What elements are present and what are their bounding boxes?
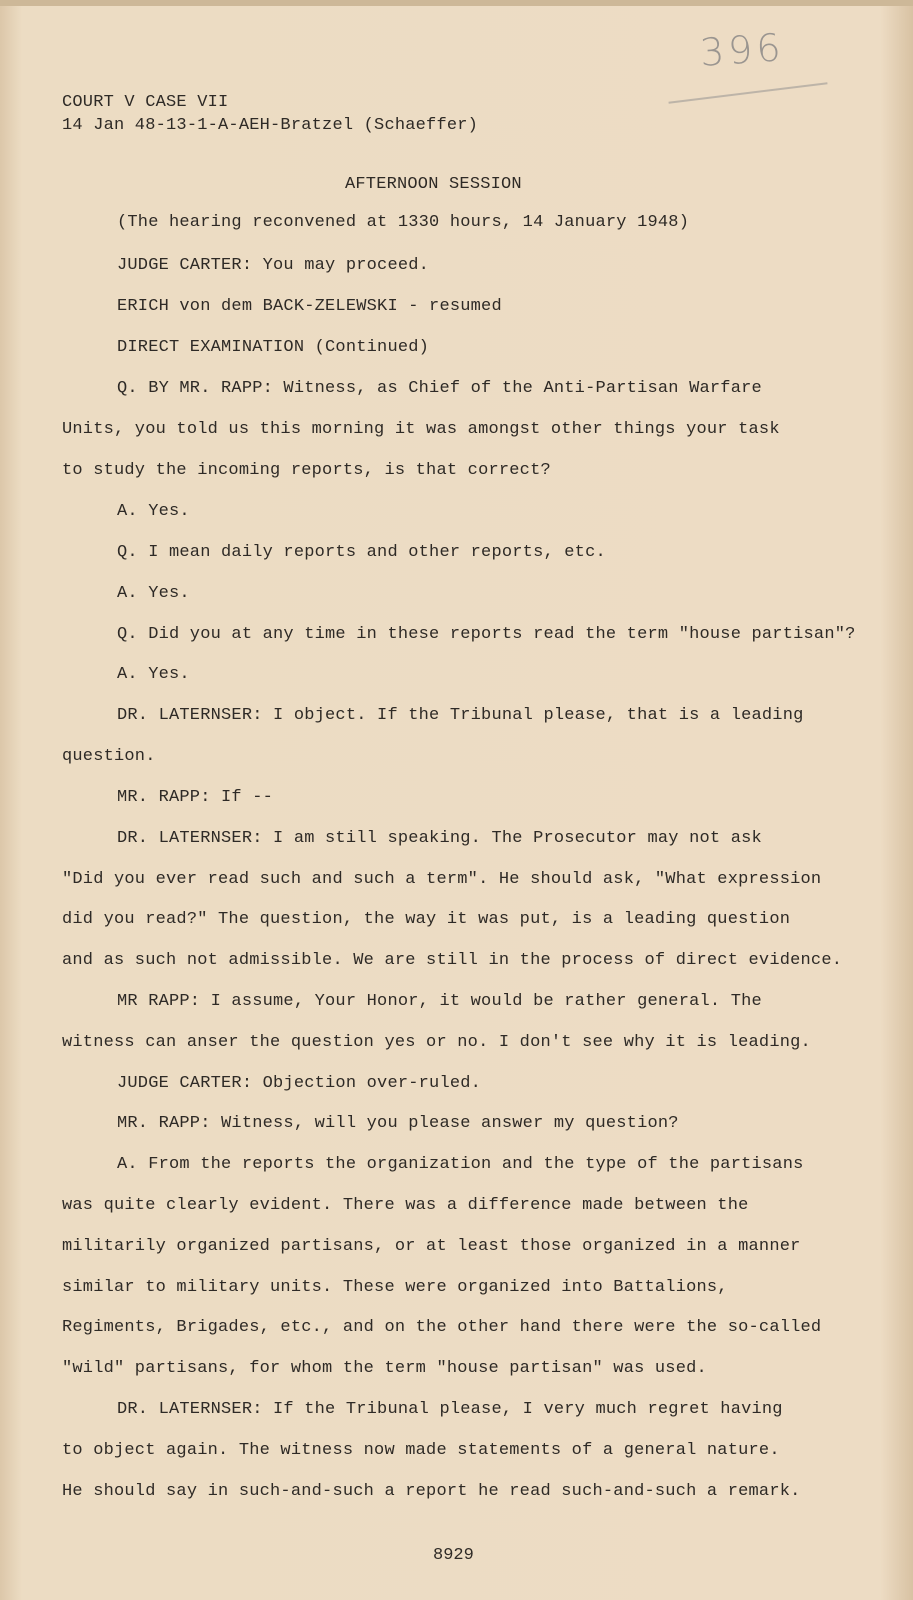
transcript-line: to object again. The witness now made statements of a general nature. [62, 1441, 780, 1460]
transcript-line: MR. RAPP: If -- [117, 788, 274, 807]
transcript-line: A. Yes. [117, 584, 190, 603]
transcript-line: witness can anser the question yes or no. I don't see why it is leading. [62, 1033, 811, 1052]
transcript-line: Units, you told us this morning it was amongst other things your task [62, 420, 780, 439]
header-reference: 14 Jan 48-13-1-A-AEH-Bratzel (Schaeffer) [62, 116, 479, 135]
session-title: AFTERNOON SESSION [345, 175, 522, 194]
transcript-line: DR. LATERNSER: I object. If the Tribunal please, that is a leading [117, 706, 804, 725]
transcript-line: "Did you ever read such and such a term". He should ask, "What expression [62, 870, 822, 889]
transcript-line: Regiments, Brigades, etc., and on the other hand there were the so-called [62, 1318, 822, 1337]
transcript-line: MR. RAPP: Witness, will you please answer my question? [117, 1114, 679, 1133]
pencil-stroke [668, 82, 827, 103]
transcript-line: was quite clearly evident. There was a difference made between the [62, 1196, 749, 1215]
paper-edge [0, 0, 913, 6]
transcript-line: ERICH von dem BACK-ZELEWSKI - resumed [117, 297, 502, 316]
transcript-line: JUDGE CARTER: You may proceed. [117, 256, 430, 275]
transcript-line: to study the incoming reports, is that correct? [62, 461, 551, 480]
transcript-line: DIRECT EXAMINATION (Continued) [117, 338, 430, 357]
transcript-line: militarily organized partisans, or at least those organized in a manner [62, 1237, 801, 1256]
transcript-line: similar to military units. These were organized into Battalions, [62, 1278, 728, 1297]
transcript-line: He should say in such-and-such a report he read such-and-such a remark. [62, 1482, 801, 1501]
pencil-annotation: 396 [698, 25, 786, 75]
transcript-line: (The hearing reconvened at 1330 hours, 14 January 1948) [117, 213, 690, 232]
header-court-case: COURT V CASE VII [62, 93, 229, 112]
transcript-line: and as such not admissible. We are still in the process of direct evidence. [62, 951, 843, 970]
transcript-line: DR. LATERNSER: If the Tribunal please, I very much regret having [117, 1400, 783, 1419]
transcript-line: Q. I mean daily reports and other reports, etc. [117, 543, 606, 562]
transcript-line: JUDGE CARTER: Objection over-ruled. [117, 1074, 482, 1093]
transcript-line: Q. BY MR. RAPP: Witness, as Chief of the Anti-Partisan Warfare [117, 379, 762, 398]
transcript-line: A. Yes. [117, 665, 190, 684]
transcript-line: Q. Did you at any time in these reports read the term "house partisan"? [117, 625, 856, 644]
transcript-line: DR. LATERNSER: I am still speaking. The Prosecutor may not ask [117, 829, 762, 848]
transcript-line: MR RAPP: I assume, Your Honor, it would be rather general. The [117, 992, 762, 1011]
transcript-line: "wild" partisans, for whom the term "house partisan" was used. [62, 1359, 707, 1378]
page-number: 8929 [433, 1546, 474, 1565]
transcript-line: A. Yes. [117, 502, 190, 521]
transcript-line: question. [62, 747, 156, 766]
transcript-line: A. From the reports the organization and the type of the partisans [117, 1155, 804, 1174]
transcript-line: did you read?" The question, the way it was put, is a leading question [62, 910, 791, 929]
